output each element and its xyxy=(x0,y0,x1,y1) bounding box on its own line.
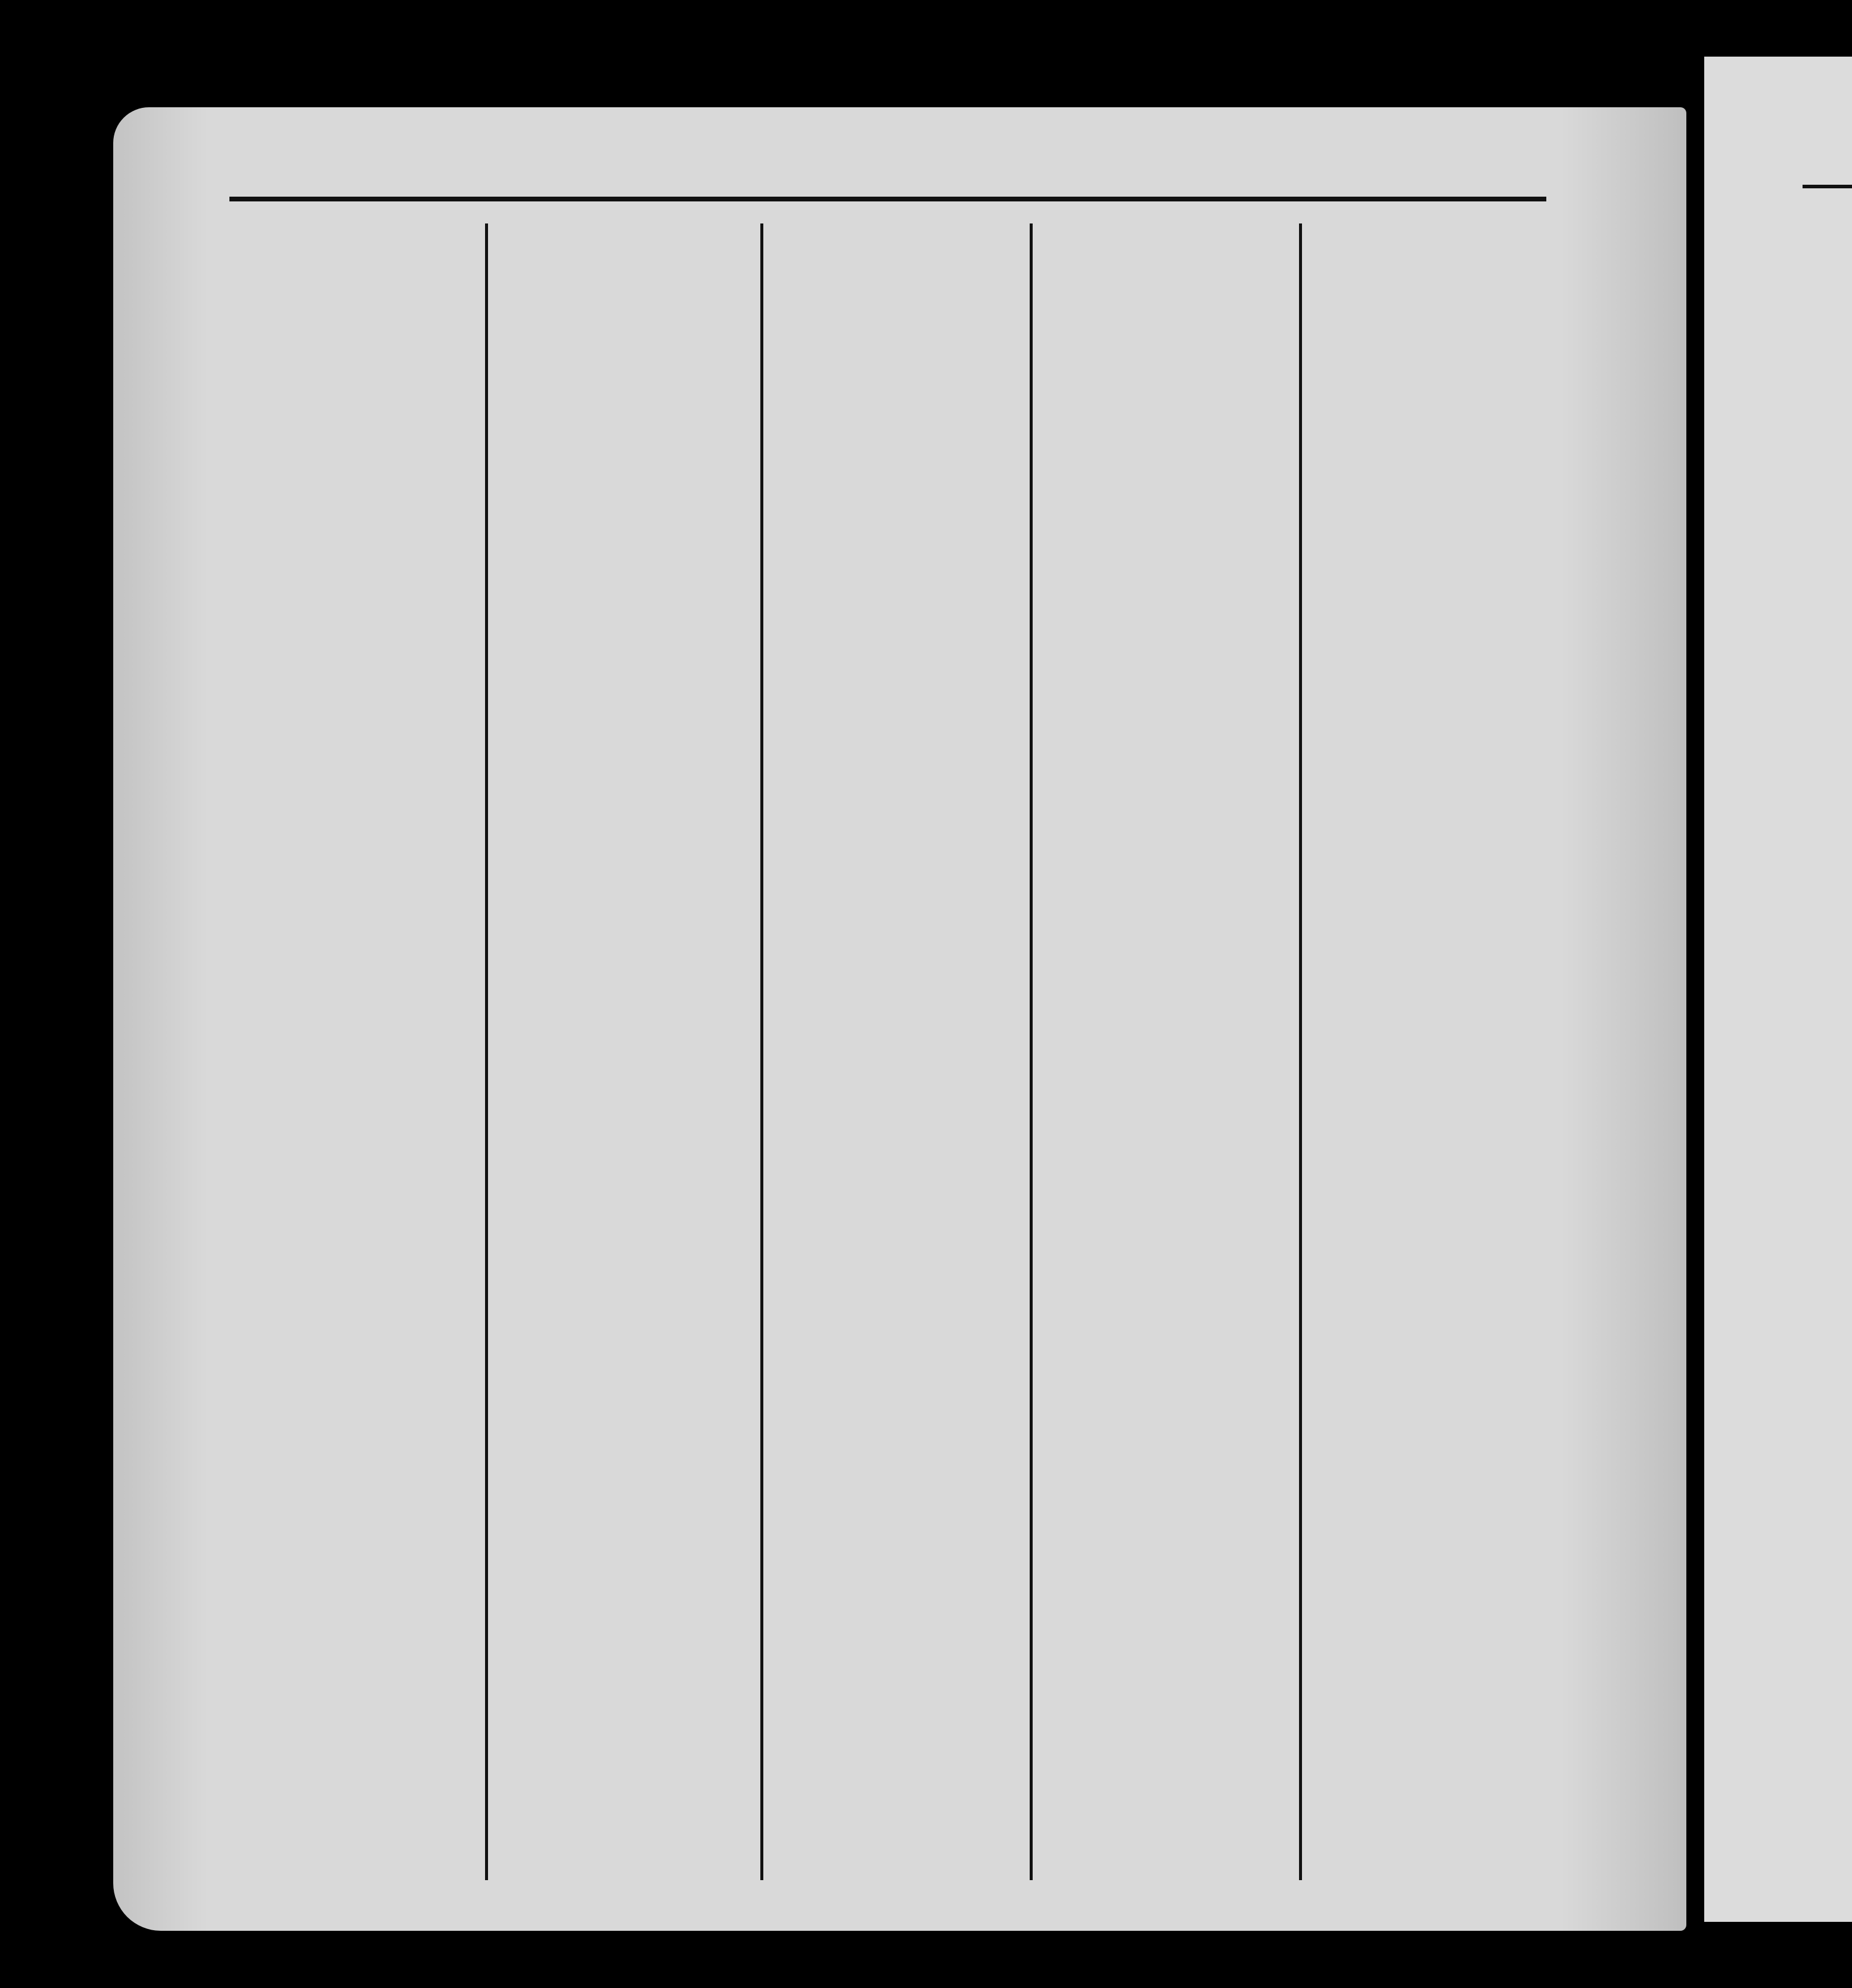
book-page xyxy=(113,107,1686,1931)
adjacent-header-rule xyxy=(1803,185,1852,188)
adjacent-page xyxy=(1704,57,1852,1922)
column-divider xyxy=(485,223,488,1880)
column-4 xyxy=(1033,220,1289,1889)
column-heading xyxy=(763,220,1019,274)
column-1 xyxy=(225,220,476,1889)
column-5 xyxy=(1301,220,1569,1889)
column-2 xyxy=(493,220,744,1889)
column-heading xyxy=(225,220,476,274)
column-heading xyxy=(1301,220,1569,274)
header-rule xyxy=(229,197,1546,201)
column-heading xyxy=(1033,220,1289,274)
page-header xyxy=(217,138,1660,192)
column-heading xyxy=(493,220,744,274)
column-3 xyxy=(763,220,1019,1889)
